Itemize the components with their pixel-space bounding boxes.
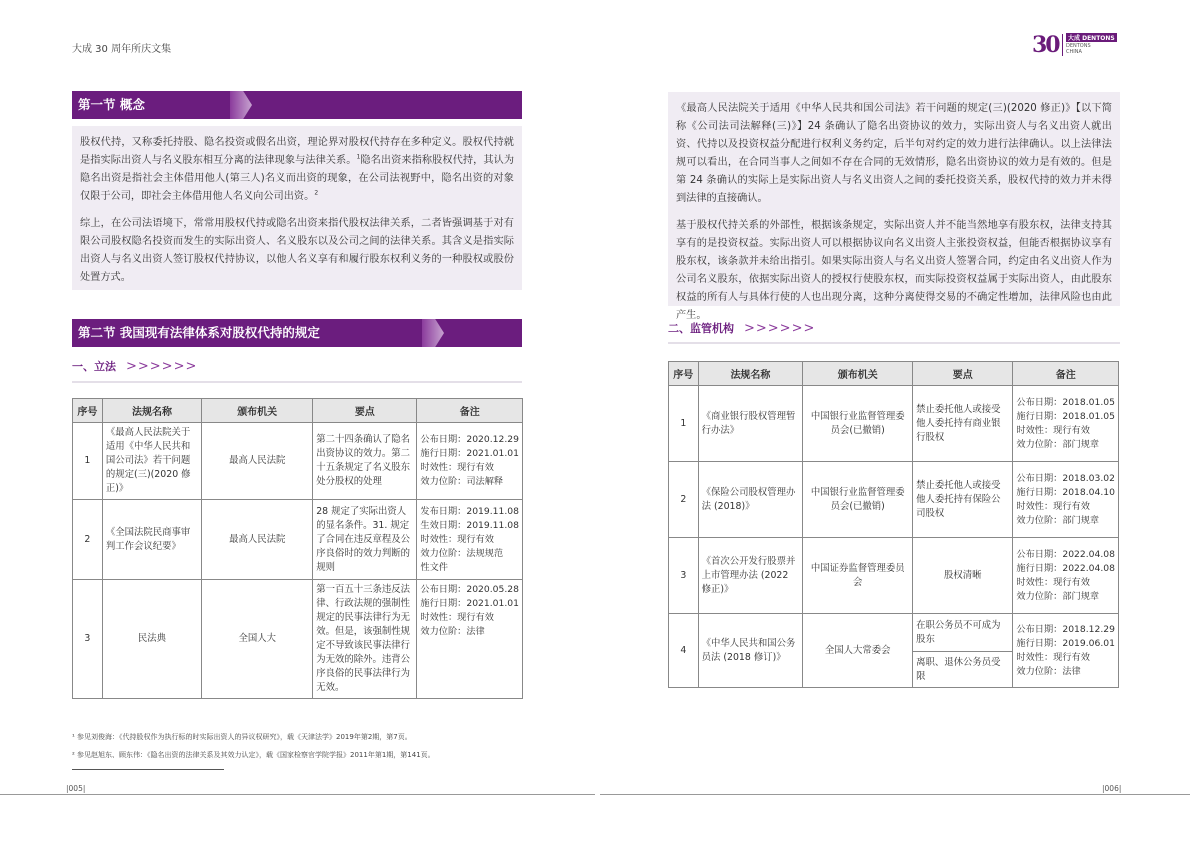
arrows-icon: >>>>>> [126,359,198,374]
cell-points: 股权清晰 [913,538,1013,614]
col-header-notes: 备注 [417,399,523,423]
section-2-title: 第二节 我国现有法律体系对股权代持的规定 [78,325,320,340]
table-row [669,462,1119,538]
cell-notes: 公布日期：2022.04.08 施行日期：2022.04.08 时效性：现行有效 效力位阶：部门规章 [1013,538,1119,614]
left-page-rule [0,794,595,795]
cell-no: 2 [669,462,699,538]
cell-notes: 公布日期：2018.12.29 施行日期：2019.06.01 时效性：现行有效 效力位阶：法律 [1013,614,1119,688]
dentons-logo [1032,32,1122,60]
logo-number: 30 [1032,32,1059,58]
section-2-title-bar [72,319,522,347]
cell-points: 第二十四条确认了隐名出资协议的效力。第二十五条规定了名义股东处分股权的处理 [313,423,417,500]
chevron-decoration-icon [230,91,252,119]
footnotes [72,728,435,764]
cell-authority: 最高人民法院 [202,500,313,580]
cell-no: 4 [669,614,699,688]
right-page-rule [600,794,1190,795]
cell-authority: 全国人大 [202,580,313,699]
footnote-ref-2[interactable]: 2 [314,189,319,197]
subheading-rule [72,381,522,383]
cell-name: 《商业银行股权管理暂行办法》 [698,386,803,462]
table-row [73,500,523,580]
cell-authority: 中国银行业监督管理委员会(已撤销) [803,462,913,538]
cell-notes: 公布日期：2020.12.29 施行日期：2021.01.01 时效性：现行有效 效力位阶：司法解释 [417,423,523,500]
table-row [73,423,523,500]
right-textbox [668,92,1120,321]
paragraph-interpretation: 《最高人民法院关于适用《中华人民共和国公司法》若干问题的规定(三)(2020 修正)》【以下简称《公司法司法解释(三)》】24 条确认了隐名出资协议的效力，实际出资人与名义出资人就出资、代持以及投资权益分配进行权利义务约定，后半句对约定的效力进行法律确认。以上法律法规可以看出，在合同当事人之间如不存在合同的无效情形，隐名出资协议的效力是有效的。但是第 24 条确认的实际上是实际出资人与名义出资人之间的委托投资关系，股权代持的效力并未得到法律的直接确认。 [676,103,1112,204]
table-row [73,580,523,699]
running-header: 大成 30 周年所庆文集 [72,44,172,55]
col-header-authority: 颁布机关 [803,362,913,386]
footnote-ref-1[interactable]: 1 [356,153,361,161]
subheading-regulators: 二、监管机构 >>>>>> [668,321,816,336]
col-header-no: 序号 [73,399,103,423]
page-number-left: |005| [66,784,86,793]
table-header-row [73,399,523,423]
cell-no: 1 [73,423,103,500]
legislation-table [72,398,523,699]
logo-divider [1062,34,1063,56]
cell-authority: 中国证券监督管理委员会 [803,538,913,614]
cell-no: 3 [73,580,103,699]
table-row [669,538,1119,614]
col-header-no: 序号 [669,362,699,386]
cell-notes: 公布日期：2018.01.05 施行日期：2018.01.05 时效性：现行有效 效力位阶：部门规章 [1013,386,1119,462]
paragraph-definition: 股权代持，又称委托持股、隐名投资或假名出资，理论界对股权代持存在多种定义。股权代持就是指实际出资人与名义股东相互分离的法律现象与法律关系。$^1$隐名出资来指称股权代持，其认为隐名出资是指社会主体借用他人(第三人)名义而出资的现象，在公司法视野中，隐名出资的对象仅限于公司，即社会主体借用他人名义向公司出资。$^2$ [80,137,515,202]
cell-notes: 发布日期：2019.11.08 生效日期：2019.11.08 时效性：现行有效 效力位阶：法规规范 性文件 [417,500,523,580]
cell-name: 《保险公司股权管理办法 (2018)》 [698,462,803,538]
col-header-authority: 颁布机关 [202,399,313,423]
cell-name: 《首次公开发行股票并上市管理办法 (2022 修正)》 [698,538,803,614]
cell-points: 第一百五十三条违反法律、行政法规的强制性规定的民事法律行为无效。但是，该强制性规定不导致该民事法律行为无效的除外。违背公序良俗的民事法律行为无效。 [313,580,417,699]
section-1-title-bar [72,91,522,119]
cell-points: 禁止委托他人或接受他人委托持有保险公司股权 [913,462,1013,538]
section-1-title: 第一节 概念 [78,97,145,112]
cell-authority: 全国人大常委会 [803,614,913,688]
paragraph-summary: 综上，在公司法语境下，常常用股权代持或隐名出资来指代股权法律关系，二者皆强调基于对有限公司股权隐名投资而发生的实际出资人、名义股东以及公司之间的法律关系。其含义是指实际出资人与名义出资人签订股权代持协议，以他人名义享有和履行股东权利义务的一种股权或股份处置方式。 [80,218,514,283]
footnote-rule [72,769,224,770]
cell-points: 禁止委托他人或接受他人委托持有商业银行股权 [913,386,1013,462]
chevron-decoration-icon [422,319,444,347]
cell-name: 《最高人民法院关于适用《中华人民共和国公司法》若干问题的规定(三)(2020 修正)》 [102,423,201,500]
cell-name: 《全国法院民商事审判工作会议纪要》 [102,500,201,580]
table-row [669,386,1119,462]
col-header-points: 要点 [913,362,1013,386]
cell-points-a: 在职公务员不可成为股东 [913,614,1013,652]
cell-no: 2 [73,500,103,580]
subheading-legislation: 一、立法 >>>>>> [72,359,198,374]
subheading-rule [668,342,1120,344]
paragraph-external-effect: 基于股权代持关系的外部性，根据该条规定，实际出资人并不能当然地享有股东权，法律支持其享有的是投资权益。实际出资人可以根据协议向名义出资人主张投资权益，但能否根据协议享有股东权，该条款并未给出指引。如果实际出资人与名义出资人签署合同，约定由名义出资人作为公司名义股东，依据实际出资人的授权行使股东权，而实际投资权益属于实际出资人，由此股东权益的所有人与具体行使的人也出现分离，这种分离使得交易的不确定性增加，法律风险也由此产生。 [676,220,1112,321]
table-header-row [669,362,1119,386]
page-number-right: |006| [1102,784,1122,793]
col-header-points: 要点 [313,399,417,423]
cell-no: 1 [669,386,699,462]
cell-name: 民法典 [102,580,201,699]
arrows-icon: >>>>>> [744,321,816,336]
footnote-1: ¹ 参见刘俊海：《代持股权作为执行标的时实际出资人的异议权研究》，载《天津法学》2019年第2期，第7页。 [72,733,412,741]
logo-text-1: 大成 DENTONS [1068,35,1115,42]
cell-notes: 公布日期：2018.03.02 施行日期：2018.04.10 时效性：现行有效 效力位阶：部门规章 [1013,462,1119,538]
regulator-table [668,361,1119,688]
col-header-notes: 备注 [1013,362,1119,386]
cell-notes: 公布日期：2020.05.28 施行日期：2021.01.01 时效性：现行有效 效力位阶：法律 [417,580,523,699]
cell-points: 28 规定了实际出资人的显名条件。31. 规定了合同在违反章程及公序良俗时的效力判断的规则 [313,500,417,580]
logo-text-2: DENTONS CHINA [1066,43,1091,55]
col-header-name: 法规名称 [102,399,201,423]
cell-name: 《中华人民共和国公务员法 (2018 修订)》 [698,614,803,688]
table-row [669,614,1119,652]
footnote-2: ² 参见赵旭东、顾东伟：《隐名出资的法律关系及其效力认定》，载《国家检察官学院学报》2011年第1期，第141页。 [72,751,435,759]
cell-authority: 中国银行业监督管理委员会(已撤销) [803,386,913,462]
col-header-name: 法规名称 [698,362,803,386]
cell-points-b: 离职、退休公务员受限 [913,652,1013,688]
cell-authority: 最高人民法院 [202,423,313,500]
cell-no: 3 [669,538,699,614]
section-1-textbox [72,126,522,290]
